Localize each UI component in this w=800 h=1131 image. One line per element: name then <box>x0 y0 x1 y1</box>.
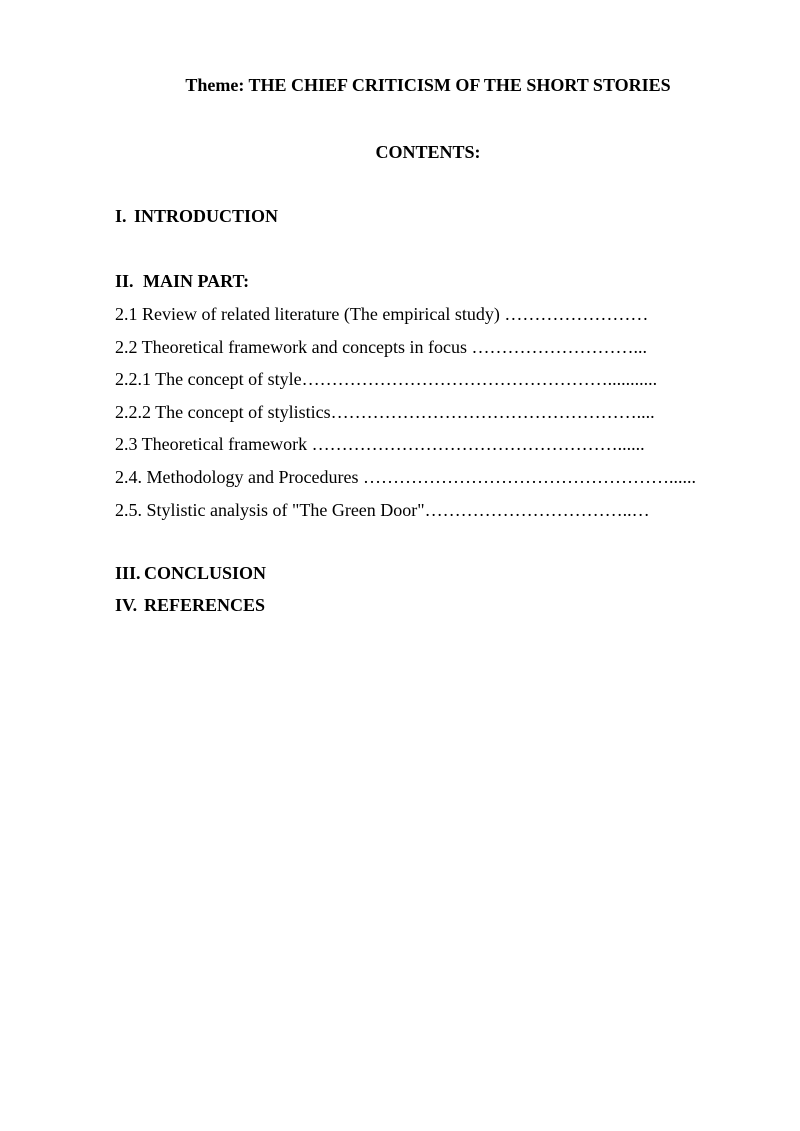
toc-item-2-5: 2.5. Stylistic analysis of "The Green Door"……………………………..… <box>115 499 650 520</box>
section-label: MAIN PART: <box>143 271 250 291</box>
section-introduction <box>115 206 278 227</box>
toc-item-2-2: 2.2 Theoretical framework and concepts in focus ………………………... <box>115 336 648 357</box>
toc-item-2-4: 2.4. Methodology and Procedures ……………………………………………...... <box>115 466 696 487</box>
toc-item-2-3: 2.3 Theoretical framework ……………………………………………...... <box>115 434 645 455</box>
section-number: II. <box>115 271 134 291</box>
section-references <box>115 595 265 616</box>
document-theme-title: Theme: THE CHIEF CRITICISM OF THE SHORT STORIES <box>185 75 671 95</box>
toc-item-2-1: 2.1 Review of related literature (The empirical study) …………………… <box>115 304 649 324</box>
section-main-part <box>115 271 249 292</box>
toc-list <box>115 302 696 530</box>
section-label: CONCLUSION <box>144 563 267 583</box>
toc-item-2-2-1: 2.2.1 The concept of style……………………………………………........... <box>115 369 658 390</box>
section-label: REFERENCES <box>144 595 266 615</box>
section-number: I. <box>115 206 127 226</box>
toc-item-2-2-2: 2.2.2 The concept of stylistics…………………………………………….... <box>115 401 655 422</box>
section-number: III. <box>115 563 141 583</box>
section-number: IV. <box>115 595 138 615</box>
section-conclusion <box>115 563 266 584</box>
section-label: INTRODUCTION <box>134 206 279 226</box>
contents-heading: CONTENTS: <box>375 142 481 162</box>
